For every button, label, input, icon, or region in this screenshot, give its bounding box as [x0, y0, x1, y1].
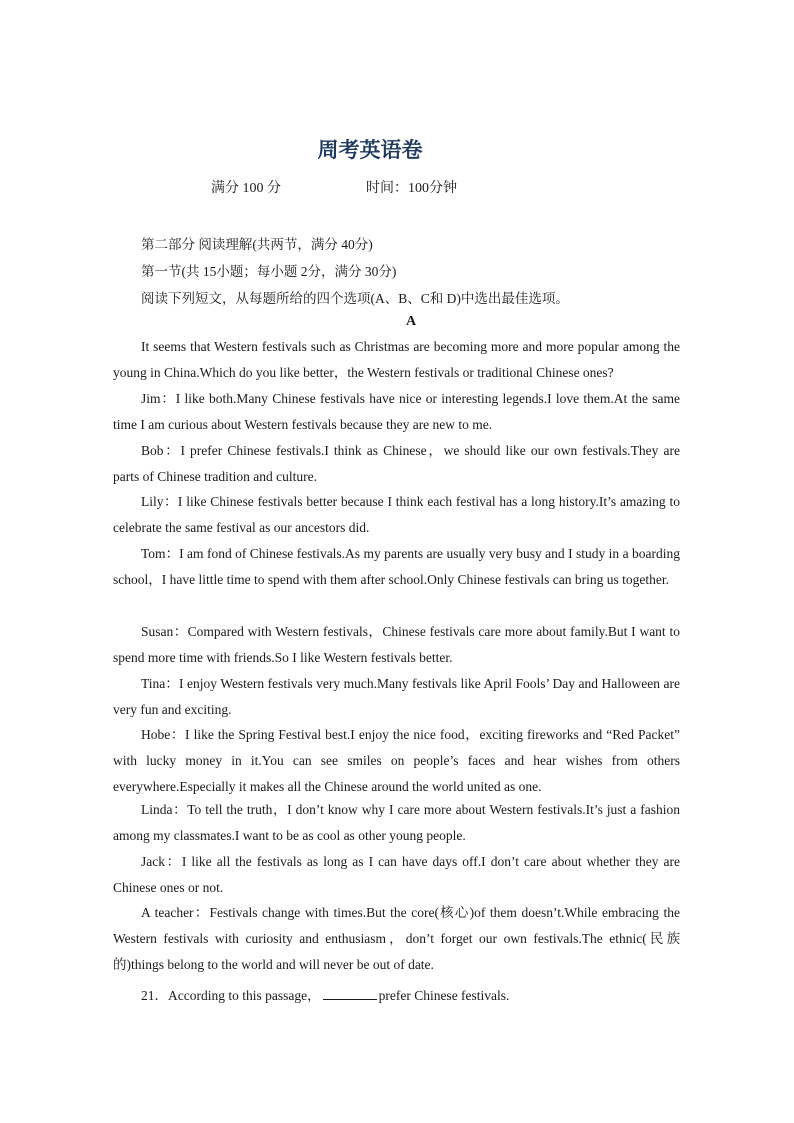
opinion-linda: Linda：To tell the truth，I don’t know why I care more about Western festivals.It’s just a fashion among my classmates.I want to be as cool as other young people. — [113, 802, 680, 843]
opinion-teacher: A teacher：Festivals change with times.But the core(核心)of them doesn’t.While embracing the Western festivals with curiosity and enthusiasm，don’t forget our own festivals.The ethnic(民族的)things belong to the world and will never be out of date. — [113, 905, 680, 972]
page-title: 周考英语卷 — [317, 138, 423, 162]
full-score: 满分 100 分 — [211, 181, 281, 196]
section-heading: 第一节(共 15小题；每小题 2分，满分 30分) — [141, 264, 397, 279]
time-limit: 时间：100分钟 — [366, 181, 457, 196]
passage-intro: It seems that Western festivals such as Christmas are becoming more and more popular among the young in China.Which do you like better，the Western festivals or traditional Chinese ones? — [113, 339, 680, 380]
opinion-susan: Susan：Compared with Western festivals，Chinese festivals care more about family.But I want to spend more time with friends.So I like Western festivals better. — [113, 624, 680, 665]
directions: 阅读下列短文，从每题所给的四个选项(A、B、C和 D)中选出最佳选项。 — [141, 291, 569, 306]
question-21 — [141, 984, 509, 1004]
opinion-bob: Bob：I prefer Chinese festivals.I think as Chinese，we should like our own festivals.They are parts of Chinese tradition and culture. — [113, 443, 680, 484]
opinion-tina: Tina：I enjoy Western festivals very much.Many festivals like April Fools’ Day and Halloween are very fun and exciting. — [113, 676, 680, 717]
opinion-jack: Jack：I like all the festivals as long as I can have days off.I don’t care about whether they are Chinese ones or not. — [113, 854, 680, 895]
opinion-jim: Jim：I like both.Many Chinese festivals have nice or interesting legends.I love them.At the same time I am curious about Western festivals because they are new to me. — [113, 391, 680, 432]
passage-label: A — [405, 314, 417, 329]
opinion-hobe: Hobe：I like the Spring Festival best.I enjoy the nice food，exciting fireworks and “Red Packet” with lucky money in it.You can see smiles on people’s faces and hear wishes from others everywhere.Especially it makes all the Chinese around the world united as one. — [113, 727, 680, 794]
part-heading: 第二部分 阅读理解(共两节，满分 40分) — [141, 237, 373, 252]
opinion-tom: Tom：I am fond of Chinese festivals.As my parents are usually very busy and I study in a boarding school，I have little time to spend with them after school.Only Chinese festivals can bring us together. — [113, 546, 680, 587]
question-21-stem: 21．According to this passage， — [141, 988, 321, 1003]
opinion-lily: Lily：I like Chinese festivals better because I think each festival has a long history.It’s amazing to celebrate the same festival as our ancestors did. — [113, 494, 680, 535]
question-21-rest: prefer Chinese festivals. — [378, 988, 510, 1003]
answer-blank[interactable] — [323, 985, 377, 1000]
